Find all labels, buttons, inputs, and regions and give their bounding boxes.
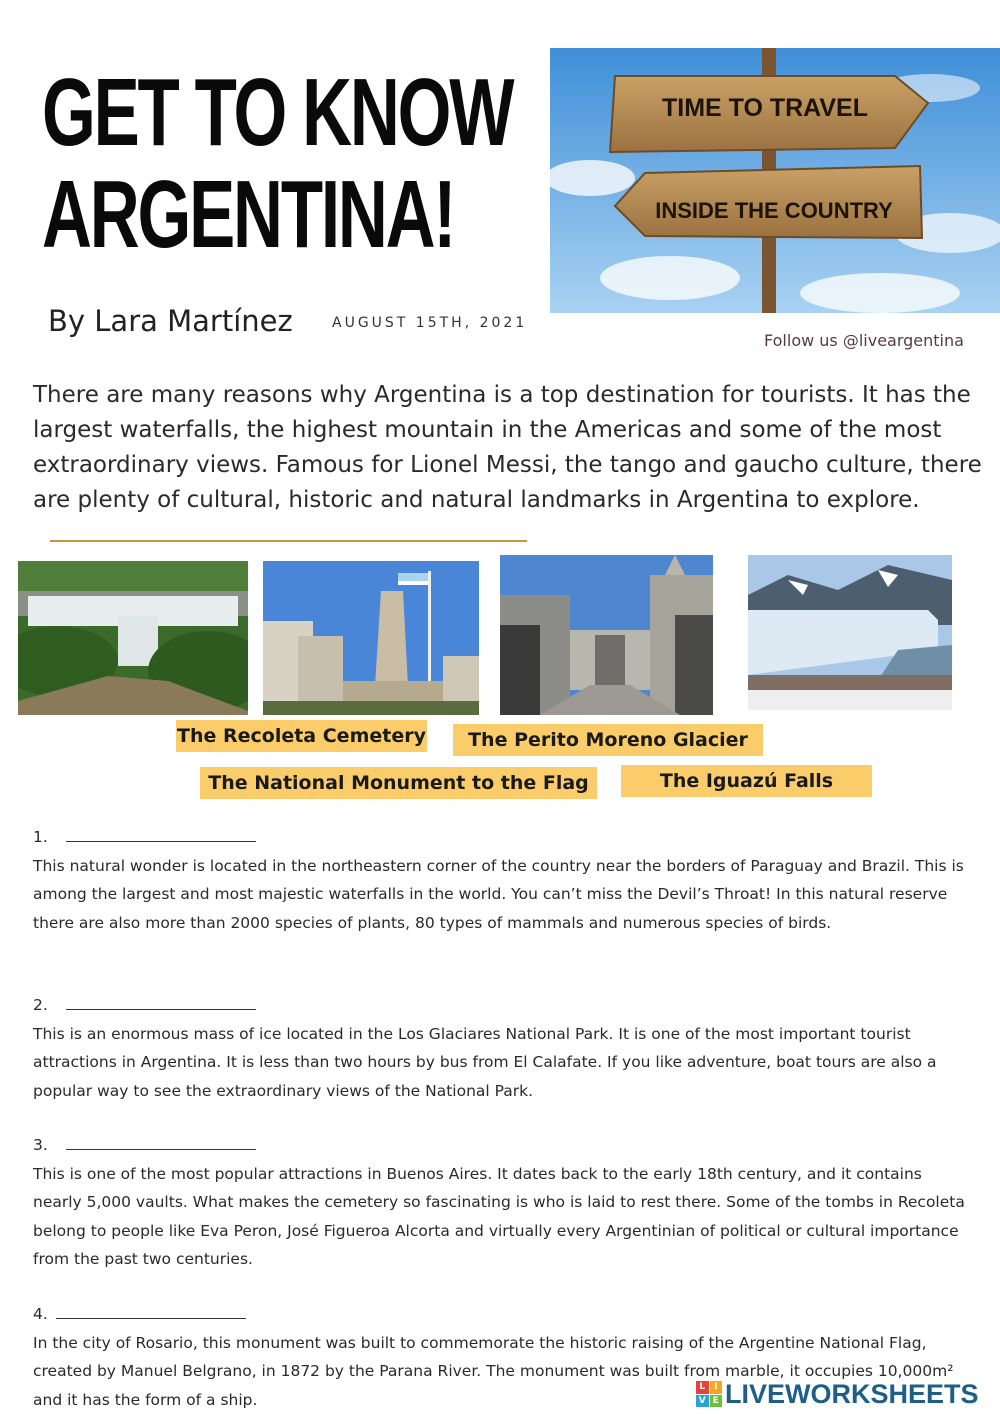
answer-blank-1[interactable]: [66, 825, 256, 842]
answer-blank-2[interactable]: [66, 993, 256, 1010]
photo-recoleta-cemetery: [500, 555, 713, 715]
answer-chip-recoleta[interactable]: The Recoleta Cemetery: [176, 720, 427, 752]
answer-chip-perito-moreno[interactable]: The Perito Moreno Glacier: [453, 724, 763, 756]
question-2: [33, 991, 968, 1105]
answer-blank-3[interactable]: [66, 1133, 256, 1150]
answer-chip-flag-monument[interactable]: The National Monument to the Flag: [200, 767, 597, 799]
liveworksheets-logo-icon: [696, 1381, 722, 1407]
divider: [50, 540, 527, 542]
answer-chip-iguazu[interactable]: The Iguazú Falls: [621, 765, 872, 797]
question-3: [33, 1131, 968, 1274]
liveworksheets-watermark: [696, 1379, 979, 1409]
question-text: This natural wonder is located in the northeastern corner of the country near the borders of Paraguay and Brazil. This is among the largest and most majestic waterfalls in the world. You can’t miss the Devil’s Throat! In this natural reserve there are also more than 2000 species of plants, 80 types of mammals and numerous species of birds.: [33, 856, 964, 932]
question-number: 4.: [33, 1305, 48, 1323]
photo-flag-monument: [263, 561, 479, 715]
title-line-2: ARGENTINA!: [42, 161, 455, 268]
photo-iguazu-falls: [18, 561, 248, 715]
sign-top-text: TIME TO TRAVEL: [661, 94, 869, 122]
question-text: This is an enormous mass of ice located in the Los Glaciares National Park. It is one of the most important tourist attractions in Argentina. It is less than two hours by bus from El Calafate. If you like adventure, boat tours are also a popular way to see the extraordinary views of the National Park.: [33, 1024, 937, 1100]
author-byline: By Lara Martínez: [48, 304, 293, 338]
logo-letter: L: [696, 1381, 709, 1394]
answer-blank-4[interactable]: [56, 1302, 246, 1319]
question-number: 3.: [33, 1136, 48, 1154]
logo-letter: V: [696, 1395, 709, 1408]
question-number: 2.: [33, 996, 48, 1014]
question-text: This is one of the most popular attractions in Buenos Aires. It dates back to the early 18th century, and it contains nearly 5,000 vaults. What makes the cemetery so fascinating is who is laid to rest there. Some of the tombs in Recoleta belong to people like Eva Peron, José Figueroa Alcorta and virtually every Argentinian of political or cultural importance from the past two centuries.: [33, 1164, 965, 1268]
question-number: 1.: [33, 828, 48, 846]
logo-letter: I: [710, 1381, 723, 1394]
watermark-text: LIVEWORKSHEETS: [725, 1378, 979, 1409]
publish-date: AUGUST 15TH, 2021: [332, 315, 528, 331]
photo-perito-moreno-glacier: [748, 555, 952, 710]
title-line-1: GET TO KNOW: [42, 59, 513, 166]
social-handle: Follow us @liveargentina: [764, 331, 964, 350]
intro-paragraph: There are many reasons why Argentina is a top destination for tourists. It has the largest waterfalls, the highest mountain in the Americas and some of the most extraordinary views. Famous for Lionel Messi, the tango and gaucho culture, there are plenty of cultural, historic and natural landmarks in Argentina to explore.: [33, 382, 982, 513]
sign-bottom-text: INSIDE THE COUNTRY: [655, 198, 893, 223]
logo-letter: E: [710, 1395, 723, 1408]
travel-signpost-image: [550, 48, 1000, 313]
question-text: In the city of Rosario, this monument was built to commemorate the historic raising of the Argentine National Flag, created by Manuel Belgrano, in 1872 by the Parana River. The monument was built from marble, it occupies 10,000m² and it has the form of a ship.: [33, 1333, 954, 1409]
page-title: [42, 59, 513, 268]
question-1: [33, 823, 968, 937]
